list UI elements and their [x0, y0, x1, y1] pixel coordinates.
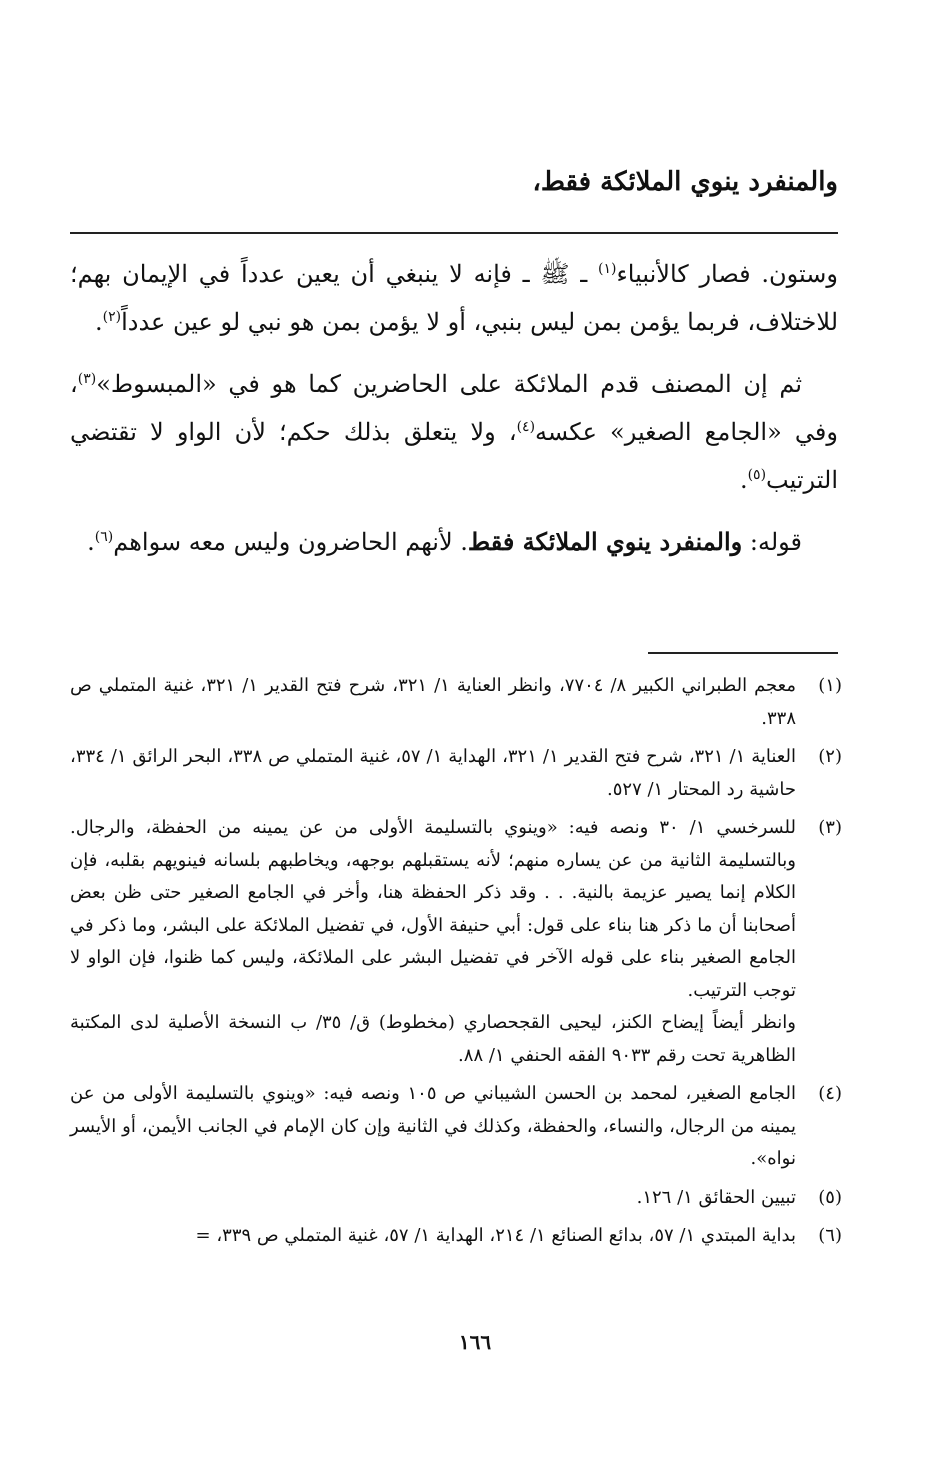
footnote-ref-6: (٦)	[94, 529, 114, 545]
footnote-ref-3: (٣)	[77, 371, 97, 387]
footnote-ref-1: (١)	[598, 261, 617, 277]
footnote-number: (٥)	[818, 1186, 842, 1208]
footnote-text: معجم الطبراني الكبير ٨/ ٧٧٠٤، وانظر العناية ١/ ٣٢١، شرح فتح القدير ١/ ٣٢١، غنية المتملي ص ٣٣٨.	[70, 675, 796, 729]
footnote-divider	[648, 652, 838, 654]
footnote-5	[70, 1182, 842, 1215]
footnote-text: تبيين الحقائق ١/ ١٢٦.	[636, 1186, 796, 1208]
footnote-number: (٣)	[818, 817, 842, 838]
footnote-2	[70, 741, 842, 806]
footnote-text: وانظر أيضاً إيضاح الكنز، ليحيى القجحصاري (مخطوط) ق/ ٣٥/ ب النسخة الأصلية لدى المكتبة الظاهرية تحت رقم ٩٠٣٣ الفقه الحنفي ١/ ٨٨.	[70, 1012, 796, 1066]
footnote-3	[70, 812, 842, 1072]
quoted-phrase: والمنفرد ينوي الملائكة فقط	[467, 527, 743, 556]
footnote-number: (٢)	[818, 746, 842, 767]
footnote-text: الجامع الصغير، لمحمد بن الحسن الشيباني ص ١٠٥ ونصه فيه: «وينوي بالتسليمة الأولى من عن يمينه من الرجال، والنساء، والحفظة، وكذلك في الثانية وإن كان الإمام في الجانب الأيمن، أو الأيسر نواه».	[70, 1083, 797, 1169]
paragraph-2: ثم إن المصنف قدم الملائكة على الحاضرين كما هو في «المبسوط»$^{(٣)}$، وفي «الجامع الصغير» عكسه$^{(٤)}$، ولا يتعلق بذلك حكم؛ لأن الواو لا تقتضي الترتيب$^{(٥)}$.	[70, 370, 838, 494]
footnote-ref-5: (٥)	[747, 467, 767, 483]
paragraph-3: قوله: والمنفرد ينوي الملائكة فقط. لأنهم الحاضرون وليس معه سواهم$^{(٦)}$.	[87, 527, 802, 556]
footnote-4	[70, 1078, 842, 1176]
footnote-number: (١)	[818, 675, 842, 696]
running-head: والمنفرد ينوي الملائكة فقط،	[532, 167, 838, 197]
footnote-1	[70, 670, 842, 735]
footnote-number: (٦)	[818, 1225, 842, 1246]
footnote-ref-4: (٤)	[516, 419, 536, 435]
header-divider	[70, 232, 838, 234]
main-text	[70, 250, 838, 580]
footnote-6	[70, 1220, 842, 1253]
footnote-number: (٤)	[818, 1083, 842, 1104]
footnote-text: بداية المبتدي ١/ ٥٧، بدائع الصنائع ١/ ٢١٤، الهداية ١/ ٥٧، غنية المتملي ص ٣٣٩، =	[195, 1225, 796, 1246]
page-number: ١٦٦	[458, 1330, 492, 1354]
footnote-text: العناية ١/ ٣٢١، شرح فتح القدير ١/ ٣٢١، الهداية ١/ ٥٧، غنية المتملي ص ٣٣٨، البحر الرائق ١/ ٣٣٤، حاشية رد المحتار ١/ ٥٢٧.	[70, 746, 796, 800]
footnotes	[70, 670, 842, 1259]
footnote-text: للسرخسي ١/ ٣٠ ونصه فيه: «وينوي بالتسليمة الأولى من عن يمينه من الحفظة، والرجال. وبالتسليمة الثانية من عن يساره منهم؛ لأنه يستقبلهم بوجهه، ويخاطبهم بلسانه فينويهم بقلبه، فإن الكلام إنما يصير عزيمة بالنية. . . وقد ذكر الحفظة هنا، وأخر في الجامع الصغير حتى ظن بعض أصحابنا أن ما ذكر هنا بناء على قول: أبي حنيفة الأول، في تفضيل الملائكة على البشر، وما ذكر في الجامع الصغير بناء على قوله الآخر في تفضيل البشر على الملائكة، وليس كما ظنوا، فإن الواو لا توجب الترتيب.	[70, 817, 797, 1001]
footnote-ref-2: (٢)	[102, 309, 122, 325]
paragraph-1: وستون. فصار كالأنبياء$^{(١)}$ ـ ﷺ ـ فإنه لا ينبغي أن يعين عدداً في الإيمان بهم؛ للاختلاف، فربما يؤمن بمن ليس بنبي، أو لا يؤمن بمن هو نبي لو عين عدداً$^{(٢)}$.	[70, 260, 839, 336]
